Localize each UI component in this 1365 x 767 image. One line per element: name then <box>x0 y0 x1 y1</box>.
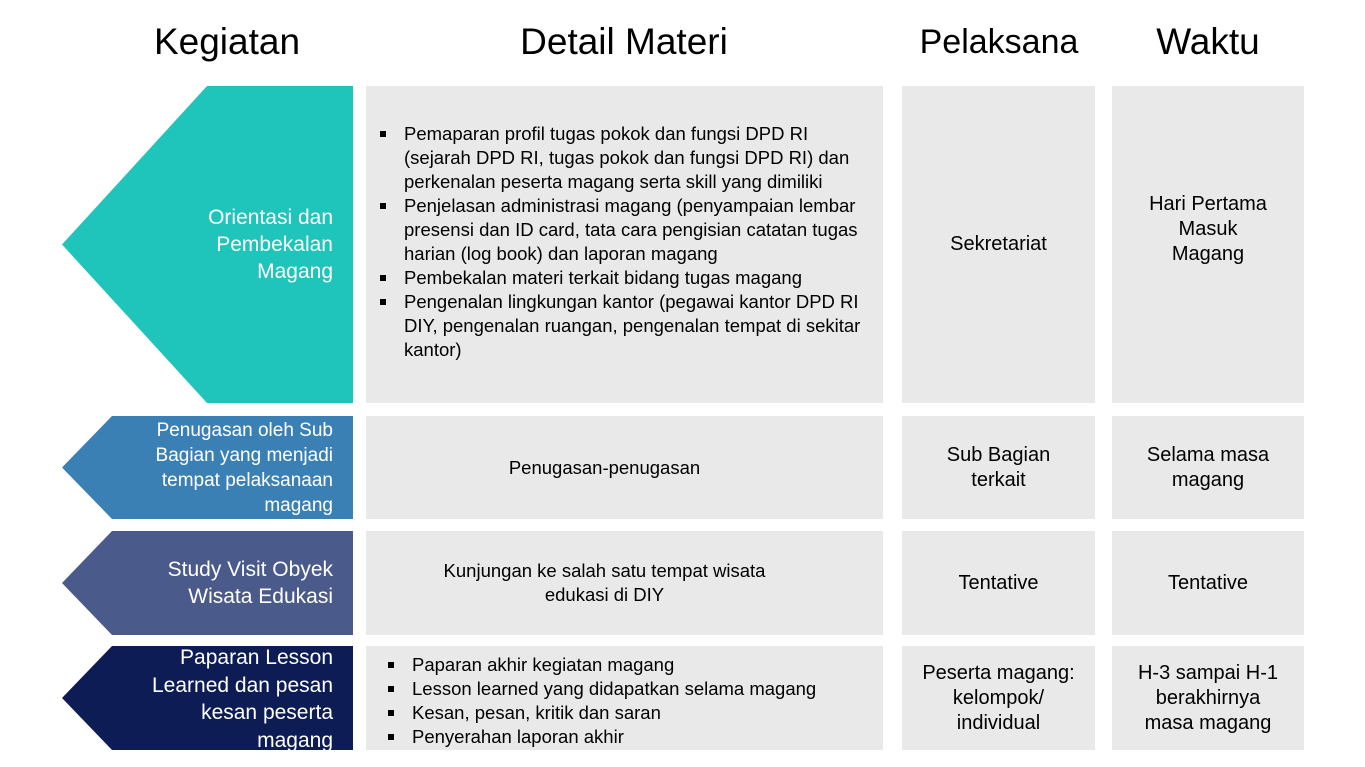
list-item: Penyerahan laporan akhir <box>412 725 882 749</box>
waktu-cell-orientasi <box>1112 86 1304 403</box>
detail-text: edukasi di DIY <box>544 584 665 605</box>
waktu-text: H-3 sampai H-1 <box>1137 661 1279 684</box>
list-item: Pemaparan profil tugas pokok dan fungsi DPD RI (sejarah DPD RI, tugas pokok dan fungsi DPD RI) dan perkenalan peserta magang serta skill yang dimiliki <box>404 122 874 194</box>
activity-label-line: Magang <box>257 260 333 283</box>
activity-shape-orientasi <box>62 86 353 403</box>
list-item: Pembekalan materi terkait bidang tugas magang <box>404 266 874 290</box>
activity-shape-study-visit <box>62 531 353 635</box>
list-item: Lesson learned yang didapatkan selama magang <box>412 677 882 701</box>
activity-label-line: Paparan Lesson <box>180 646 333 669</box>
waktu-text: berakhirnya <box>1155 686 1261 709</box>
list-item: Paparan akhir kegiatan magang <box>412 653 882 677</box>
pelaksana-text: Sekretariat <box>950 233 1047 255</box>
waktu-cell-paparan <box>1112 646 1304 750</box>
detail-cell-paparan <box>366 646 883 750</box>
pelaksana-text: Tentative <box>958 571 1039 594</box>
activity-label <box>156 416 333 519</box>
pelaksana-cell-orientasi <box>902 86 1095 403</box>
pelaksana-text: kelompok/ <box>952 686 1045 709</box>
waktu-text: Selama masa <box>1146 443 1270 466</box>
pelaksana-text: individual <box>956 711 1041 734</box>
header-kegiatan: Kegiatan <box>153 21 301 62</box>
waktu-text: Hari Pertama <box>1149 193 1267 215</box>
list-item: Kesan, pesan, kritik dan saran <box>412 701 882 725</box>
activity-label <box>168 531 333 635</box>
activity-label-line: kesan peserta <box>201 701 333 724</box>
pelaksana-cell-study-visit <box>902 531 1095 635</box>
activity-label-line: magang <box>264 494 333 516</box>
waktu-cell-penugasan <box>1112 416 1304 519</box>
activity-label <box>208 86 333 403</box>
header-detail-materi: Detail Materi <box>520 21 728 62</box>
pelaksana-cell-penugasan <box>902 416 1095 519</box>
header-pelaksana: Pelaksana <box>919 23 1079 61</box>
list-item: Pengenalan lingkungan kantor (pegawai kantor DPD RI DIY, pengenalan ruangan, pengenalan tempat di sekitar kantor) <box>404 290 874 362</box>
activity-shape-paparan <box>62 646 353 750</box>
pelaksana-text: terkait <box>971 468 1026 491</box>
waktu-text: magang <box>1171 468 1245 491</box>
waktu-text: Tentative <box>1167 571 1249 594</box>
pelaksana-cell-paparan <box>902 646 1095 750</box>
waktu-text: Masuk <box>1178 218 1238 240</box>
header-waktu: Waktu <box>1156 21 1260 62</box>
activity-label-line: Learned dan pesan <box>152 673 333 697</box>
waktu-cell-study-visit <box>1112 531 1304 635</box>
activity-label-line: Study Visit Obyek <box>167 558 333 581</box>
detail-bullet-list <box>412 653 882 749</box>
activity-label-line: magang <box>257 728 333 750</box>
activity-label-line: Orientasi dan <box>208 206 333 229</box>
activity-label-line: Pembekalan <box>216 233 333 256</box>
detail-cell-study-visit <box>366 531 883 635</box>
activity-label <box>152 646 333 748</box>
detail-bullet-list <box>404 122 874 362</box>
detail-cell-penugasan <box>366 416 883 519</box>
activity-label-line: tempat pelaksanaan <box>161 469 333 491</box>
waktu-text: masa magang <box>1144 711 1272 734</box>
activity-label-line: Bagian yang menjadi <box>155 444 333 466</box>
activity-label-line: Wisata Edukasi <box>188 585 333 608</box>
detail-cell-orientasi <box>366 86 883 403</box>
activity-shape-penugasan <box>62 416 353 519</box>
list-item: Penjelasan administrasi magang (penyampaian lembar presensi dan ID card, tata cara pengisian catatan tugas harian (log book) dan laporan magang <box>404 194 874 266</box>
pelaksana-text: Sub Bagian <box>946 443 1051 466</box>
waktu-text: Magang <box>1171 243 1245 265</box>
activity-label-line: Penugasan oleh Sub <box>156 419 333 441</box>
pelaksana-text: Peserta magang: <box>922 661 1075 684</box>
detail-text: Penugasan-penugasan <box>508 457 701 478</box>
detail-text: Kunjungan ke salah satu tempat wisata <box>443 560 766 581</box>
